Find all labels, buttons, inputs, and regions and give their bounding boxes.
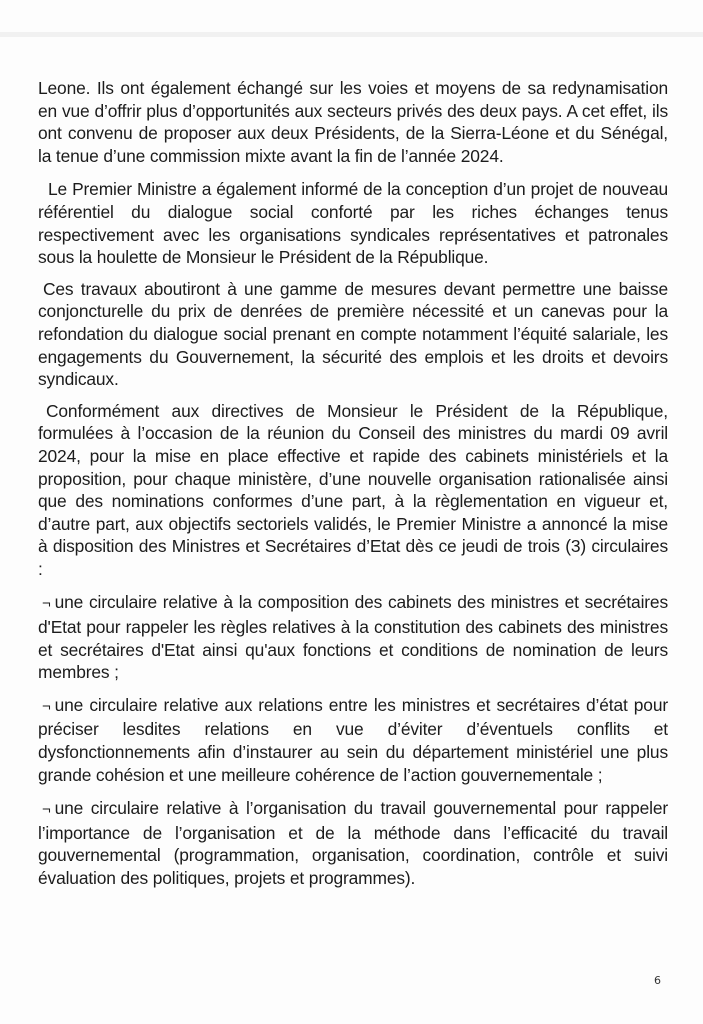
document-page-body — [38, 77, 668, 900]
page-number: 6 — [654, 974, 661, 987]
bullet-marker-icon: ¬ — [42, 697, 51, 715]
bullet-item — [38, 797, 668, 889]
bullet-marker-icon: ¬ — [42, 595, 51, 613]
paragraph-sierra-leone-cooperation: Leone. Ils ont également échangé sur les voies et moyens de sa redynamisation en vue d’offrir plus d’opportunités aux secteurs privés des deux pays. A cet effet, ils ont convenu de proposer aux deux Présidents, de la Sierra-Léone et du Sénégal, la tenue d’une commission mixte avant la fin de l’année 2024. — [38, 78, 668, 166]
bullet-item — [38, 591, 668, 683]
bullet-item — [38, 694, 668, 786]
bullet-text: une circulaire relative à l’organisation du travail gouvernemental pour rappeler l’importance de l’organisation et de la méthode dans l’efficacité du travail gouvernemental (programmation, organisation, coordination, contrôle et suivi évaluation des politiques, projets et programmes). — [38, 798, 668, 888]
top-divider — [0, 32, 703, 37]
paragraph-measures: Ces travaux aboutiront à une gamme de mesures devant permettre une baisse conjoncturelle du prix de denrées de première nécessité et un canevas pour la refondation du dialogue social prenant en compte notamment l’équité salariale, les engagements du Gouvernement, la sécurité des emplois et les droits et devoirs syndicaux. — [38, 278, 668, 390]
bullet-text: une circulaire relative à la composition des cabinets des ministres et secrétaires d'Etat pour rappeler les règles relatives à la constitution des cabinets des ministres et secrétaires d'Etat ainsi qu'aux fonctions et conditions de nomination de leurs membres ; — [38, 592, 668, 683]
paragraph-circulars-intro: Conformément aux directives de Monsieur le Président de la République, formulées à l’occasion de la réunion du Conseil des ministres du mardi 09 avril 2024, pour la mise en place effective et rapide des cabinets ministériels et la proposition, pour chaque ministère, d’une nouvelle organisation rationalisée ainsi que des nominations conformes d’une part, à la règlementation en vigueur et, d’autre part, aux objectifs sectoriels validés, le Premier Ministre a annoncé la mise à disposition des Ministres et Secrétaires d’Etat dès ce jeudi de trois (3) circulaires : — [38, 400, 668, 579]
bullet-text: une circulaire relative aux relations entre les ministres et secrétaires d’état pour préciser lesdites relations en vue d’éviter d’éventuels conflits et dysfonctionnements afin d’instaurer au sein du département ministériel une plus grande cohésion et une meilleure cohérence de l’action gouvernementale ; — [38, 694, 668, 785]
bullet-marker-icon: ¬ — [42, 801, 51, 819]
paragraph-social-dialogue: Le Premier Ministre a également informé de la conception d’un projet de nouveau référentiel du dialogue social conforté par les riches échanges tenus respectivement avec les organisations syndicales représentatives et patronales sous la houlette de Monsieur le Président de la République. — [38, 179, 668, 268]
